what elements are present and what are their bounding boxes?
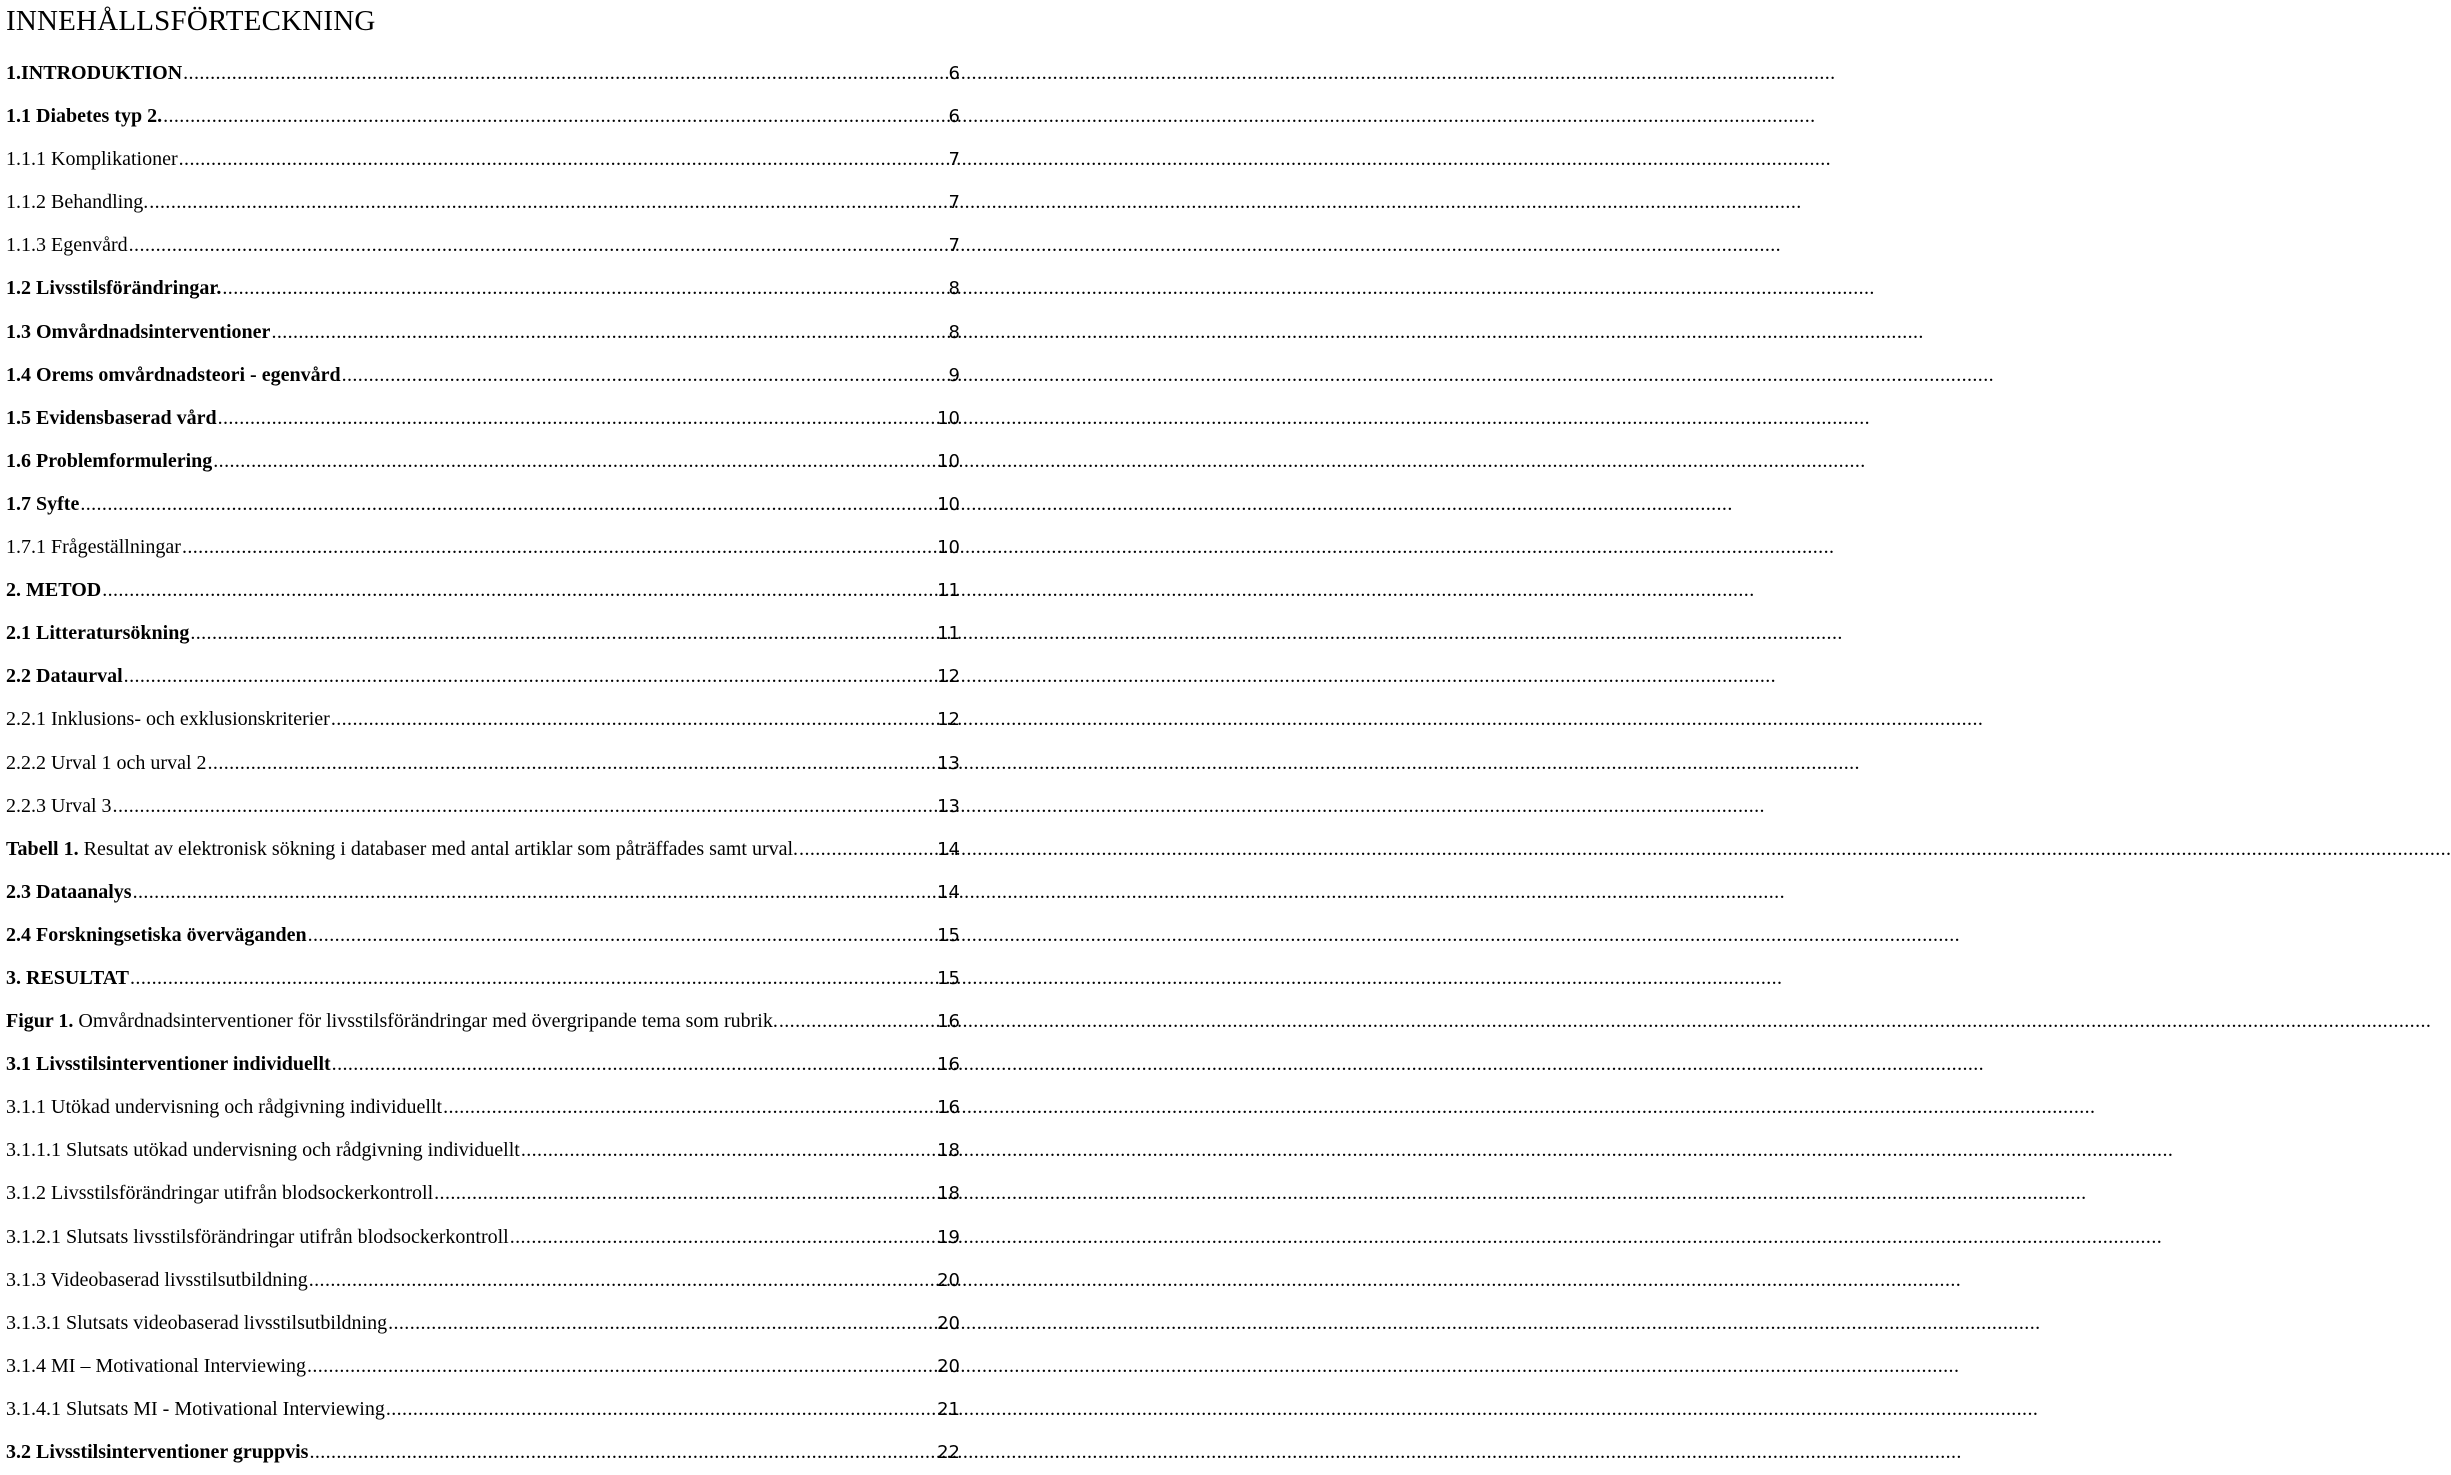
toc-entry[interactable] — [6, 829, 960, 872]
toc-entry[interactable] — [6, 1217, 960, 1260]
dot-leader — [307, 1346, 935, 1386]
toc-entry-title: 1.1 Diabetes typ 2. — [6, 105, 163, 128]
dot-leader — [386, 1389, 935, 1429]
dot-leader — [149, 182, 946, 222]
toc-page-number: 14 — [937, 838, 960, 860]
dot-leader — [218, 398, 936, 438]
dot-leader — [331, 699, 935, 739]
dot-leader — [342, 355, 947, 395]
toc-entry-caption: Omvårdnadsinterventioner för livsstilsförändringar med övergripande tema som rubrik. — [73, 1010, 778, 1033]
toc-entry-title: 2.2 Dataurval — [6, 665, 123, 688]
dot-leader — [213, 441, 935, 481]
toc-entry[interactable] — [6, 1260, 960, 1303]
toc-page-number: 18 — [937, 1183, 960, 1205]
dot-leader — [510, 1217, 935, 1257]
toc-entry-title: 1.1.2 Behandling. — [6, 191, 149, 214]
toc-entry[interactable] — [6, 527, 960, 570]
toc-page-number: 20 — [937, 1355, 960, 1377]
toc-entry[interactable] — [6, 53, 960, 96]
toc-page-number: 20 — [937, 1312, 960, 1334]
toc-entry[interactable] — [6, 441, 960, 484]
toc-entry-title: 1.4 Orems omvårdnadsteori - egenvård — [6, 363, 341, 386]
toc-entry-title: 3.1.1.1 Slutsats utökad undervisning och rådgivning individuellt — [6, 1139, 520, 1162]
toc-page-number: 6 — [948, 106, 960, 128]
toc-entry-caption: Resultat av elektronisk sökning i databaser med antal artiklar som påträffades samt urval. — [78, 837, 799, 860]
toc-entry-title — [6, 829, 798, 869]
toc-page-number: 16 — [937, 1011, 960, 1033]
toc-entry-title: 2. METOD — [6, 579, 102, 602]
toc-page-number: 13 — [937, 752, 960, 774]
toc-entry[interactable] — [6, 915, 960, 958]
toc-page-number: 10 — [937, 537, 960, 559]
dot-leader — [133, 872, 936, 912]
dot-leader — [779, 1001, 935, 1041]
toc-entry[interactable] — [6, 656, 960, 699]
toc-entry-title: 2.3 Dataanalys — [6, 880, 132, 903]
dot-leader — [124, 656, 935, 696]
toc-entry-title: 2.4 Forskningsetiska överväganden — [6, 923, 307, 946]
toc-entry-title: 2.2.1 Inklusions- och exklusionskriterier — [6, 708, 330, 731]
dot-leader — [222, 268, 946, 308]
toc-entry-title: 3.1.4.1 Slutsats MI - Motivational Interviewing — [6, 1397, 385, 1420]
toc-entry[interactable] — [6, 484, 960, 527]
toc-entry-title: 1.7 Syfte — [6, 492, 80, 515]
toc-page-number: 13 — [937, 795, 960, 817]
dot-leader — [309, 1260, 935, 1300]
toc-page-number: 11 — [937, 580, 960, 602]
toc-page-number: 12 — [937, 709, 960, 731]
dot-leader — [208, 743, 936, 783]
toc-entry[interactable] — [6, 1001, 960, 1044]
toc-entry-title: 2.2.2 Urval 1 och urval 2 — [6, 751, 207, 774]
toc-page-number: 20 — [937, 1269, 960, 1291]
toc-entry-title: 3.1.2 Livsstilsförändringar utifrån blodsockerkontroll — [6, 1182, 434, 1205]
dot-leader — [163, 96, 946, 136]
toc-entry-title: 3.1.4 MI – Motivational Interviewing — [6, 1354, 306, 1377]
dot-leader — [183, 53, 946, 93]
toc-list — [6, 53, 960, 1475]
toc-entry[interactable] — [6, 182, 960, 225]
toc-entry-title: 3.1.1 Utökad undervisning och rådgivning individuellt — [6, 1096, 443, 1119]
dot-leader — [434, 1173, 935, 1213]
dot-leader — [521, 1130, 935, 1170]
toc-page-number: 10 — [937, 450, 960, 472]
toc-entry[interactable] — [6, 872, 960, 915]
dot-leader — [80, 484, 935, 524]
dot-leader — [332, 1044, 935, 1084]
toc-entry-title: 3.1 Livsstilsinterventioner individuellt — [6, 1053, 331, 1076]
toc-page-number: 7 — [948, 235, 960, 257]
toc-entry[interactable] — [6, 139, 960, 182]
toc-entry[interactable] — [6, 1432, 960, 1475]
toc-entry[interactable] — [6, 1044, 960, 1087]
toc-entry[interactable] — [6, 958, 960, 1001]
dot-leader — [102, 570, 935, 610]
toc-entry[interactable] — [6, 312, 960, 355]
toc-entry[interactable] — [6, 786, 960, 829]
toc-entry-title — [6, 1001, 778, 1041]
toc-entry-title: 1.6 Problemformulering — [6, 449, 213, 472]
toc-entry[interactable] — [6, 613, 960, 656]
toc-page-number: 19 — [937, 1226, 960, 1248]
dot-leader — [190, 613, 935, 653]
dot-leader — [271, 312, 946, 352]
dot-leader — [129, 225, 947, 265]
toc-page-number: 9 — [948, 364, 960, 386]
toc-entry-title: 1.2 Livsstilsförändringar. — [6, 277, 222, 300]
dot-leader — [388, 1303, 935, 1343]
toc-entry-title: 1.INTRODUKTION — [6, 62, 183, 84]
toc-entry[interactable] — [6, 225, 960, 268]
toc-page-number: 7 — [948, 192, 960, 214]
toc-page-number: 15 — [937, 924, 960, 946]
toc-page-number: 10 — [937, 493, 960, 515]
toc-entry[interactable] — [6, 268, 960, 311]
dot-leader — [799, 829, 935, 869]
toc-entry-title: 1.1.1 Komplikationer — [6, 148, 178, 171]
toc-entry[interactable] — [6, 1346, 960, 1389]
toc-entry-title: 2.1 Litteratursökning — [6, 622, 190, 645]
toc-title: INNEHÅLLSFÖRTECKNING — [6, 5, 376, 37]
dot-leader — [179, 139, 947, 179]
toc-page-number: 18 — [937, 1140, 960, 1162]
toc-entry[interactable] — [6, 743, 960, 786]
toc-page-number: 6 — [948, 63, 960, 84]
toc-page-number: 12 — [937, 666, 960, 688]
toc-page-number: 22 — [937, 1442, 960, 1463]
toc-entry-title: 3. RESULTAT — [6, 966, 130, 989]
toc-entry[interactable] — [6, 1303, 960, 1346]
toc-entry[interactable] — [6, 1130, 960, 1173]
toc-entry[interactable] — [6, 1389, 960, 1432]
dot-leader — [113, 786, 936, 826]
toc-page-number: 16 — [937, 1054, 960, 1076]
toc-entry-title: 1.1.3 Egenvård — [6, 234, 128, 257]
toc-page-number: 8 — [948, 321, 960, 343]
toc-page-number: 14 — [937, 881, 960, 903]
toc-page-number: 8 — [948, 278, 960, 300]
toc-entry[interactable] — [6, 1173, 960, 1216]
dot-leader — [308, 915, 936, 955]
toc-entry-title: 3.1.2.1 Slutsats livsstilsförändringar utifrån blodsockerkontroll — [6, 1225, 509, 1248]
toc-entry[interactable] — [6, 96, 960, 139]
toc-entry-title: 3.1.3.1 Slutsats videobaserad livsstilsutbildning — [6, 1311, 388, 1334]
toc-entry[interactable] — [6, 398, 960, 441]
toc-entry[interactable] — [6, 355, 960, 398]
toc-entry[interactable] — [6, 1087, 960, 1130]
toc-page-number: 15 — [937, 967, 960, 989]
toc-page-number: 11 — [937, 623, 960, 645]
toc-entry-label: Figur 1. — [6, 1010, 74, 1033]
toc-entry[interactable] — [6, 570, 960, 613]
toc-entry-title: 3.1.3 Videobaserad livsstilsutbildning — [6, 1268, 308, 1291]
toc-entry-title: 1.7.1 Frågeställningar — [6, 536, 181, 559]
toc-entry-title: 1.5 Evidensbaserad vård — [6, 406, 217, 429]
toc-page-number: 21 — [937, 1398, 960, 1420]
dot-leader — [182, 527, 935, 567]
toc-entry-label: Tabell 1. — [6, 837, 79, 860]
dot-leader — [309, 1432, 935, 1472]
toc-page-number: 16 — [937, 1097, 960, 1119]
toc-entry-title: 3.2 Livsstilsinterventioner gruppvis — [6, 1441, 309, 1463]
toc-entry-title: 1.3 Omvårdnadsinterventioner — [6, 320, 271, 343]
toc-page-number: 10 — [937, 407, 960, 429]
toc-entry[interactable] — [6, 699, 960, 742]
dot-leader — [443, 1087, 935, 1127]
toc-page-number: 7 — [948, 149, 960, 171]
dot-leader — [130, 958, 935, 998]
toc-entry-title: 2.2.3 Urval 3 — [6, 794, 112, 817]
